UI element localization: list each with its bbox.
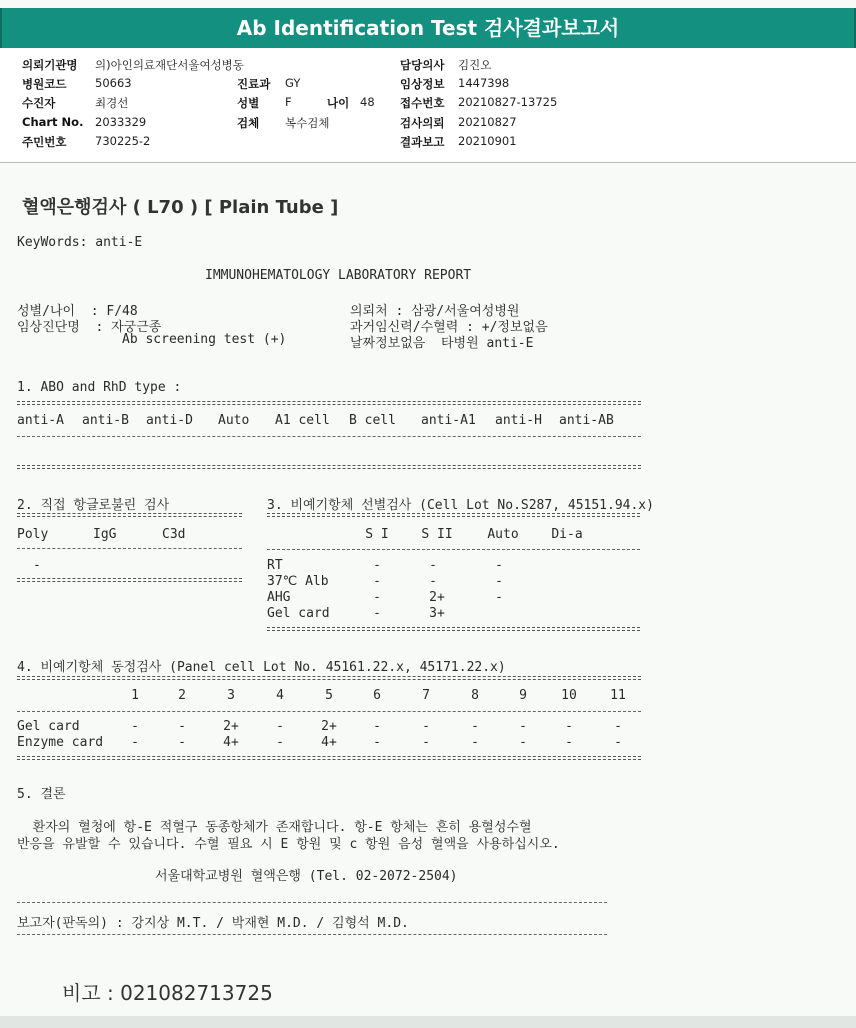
panel-header-cell: 3 [227,688,235,703]
panel-result-cell: - [373,719,381,734]
panel-result-cell: - [178,719,186,734]
screening-cell: - [495,590,503,605]
panel-result-cell: 2+ [223,719,239,734]
value-resident-no: 730225-2 [95,134,151,148]
value-doctor: 김진오 [458,58,492,72]
panel-result-cell: - [422,719,430,734]
label-age: 나이 [327,96,350,110]
dat-header-poly: Poly [17,527,49,542]
panel-result-cell: 4+ [223,735,239,750]
panel-result-cell: - [178,735,186,750]
panel-result-cell: - [519,735,527,750]
value-patient: 최경선 [95,96,129,110]
divider [17,401,641,405]
panel-header-cell: 10 [561,688,577,703]
panel-result-cell: - [519,719,527,734]
panel-row-label-gel: Gel card [17,719,80,734]
value-request-date: 20210827 [458,115,517,129]
abo-section-title: 1. ABO and RhD type : [17,380,182,395]
screening-header-auto: Auto [487,527,519,542]
lab-report-heading: IMMUNOHEMATOLOGY LABORATORY REPORT [205,268,472,283]
value-department: GY [285,76,301,90]
divider [267,627,640,631]
label-clinical-info: 임상정보 [400,77,445,91]
divider [17,513,242,517]
screening-cell: - [373,558,381,573]
panel-result-cell: - [131,719,139,734]
divider [17,548,242,549]
panel-result-cell: - [565,735,573,750]
panel-result-cell: - [422,735,430,750]
panel-header-cell: 9 [519,688,527,703]
label-request-date: 검사의뢰 [400,116,445,130]
panel-result-cell: - [614,735,622,750]
transfusion-history: 과거임신력/수혈력 : +/정보없음 [350,320,548,335]
diagnosis: 임상진단명 : 자궁근종 [17,320,162,335]
abo-header-a1-cell: A1 cell [275,413,330,428]
abo-header-anti-b: anti-B [82,413,129,428]
divider [17,934,607,935]
value-report-date: 20210901 [458,134,517,148]
panel-result-cell: - [131,735,139,750]
value-accession-no: 20210827-13725 [458,95,558,109]
screening-result: Ab screening test (+) [122,332,287,347]
label-sex: 성별 [237,96,260,110]
dat-header-igg: IgG [93,527,117,542]
panel-result-cell: - [614,719,622,734]
sex-age: 성별/나이 : F/48 [17,304,138,319]
panel-header-cell: 1 [131,688,139,703]
panel-header-cell: 2 [178,688,186,703]
value-clinical-info: 1447398 [458,76,510,90]
remark: 비고 : 021082713725 [62,981,273,1005]
requester: 의뢰처 : 삼광/서울여성병원 [350,304,520,319]
value-sex: F [285,95,292,109]
screening-cell: 2+ [429,590,445,605]
screening-cell: - [373,606,381,621]
divider [267,549,640,550]
divider [17,436,641,437]
abo-header-anti-ab: anti-AB [559,413,614,428]
screening-row-label: Gel card [267,606,330,621]
screening-row-label: RT [267,558,283,573]
screening-section-title: 3. 비예기항체 선별검사 (Cell Lot No.S287, 45151.94.x) [267,498,654,513]
screening-cell: - [373,574,381,589]
label-specimen: 검체 [237,116,260,130]
panel-result-cell: - [471,719,479,734]
screening-header-s2: S II [421,527,453,542]
panel-result-cell: 4+ [321,735,337,750]
panel-header-cell: 11 [610,688,626,703]
label-requesting-institution: 의뢰기관명 [22,58,78,72]
divider [17,756,641,760]
value-specimen: 복수검체 [285,116,330,130]
date-info: 날짜정보없음 타병원 anti-E [350,336,534,351]
screening-cell: - [429,558,437,573]
conclusion-line-2: 반응을 유발할 수 있습니다. 수혈 필요 시 E 항원 및 c 항원 음성 혈액을 사용하십시오. [17,837,560,852]
panel-header-cell: 8 [471,688,479,703]
value-age: 48 [360,95,375,109]
label-resident-no: 주민번호 [22,135,67,149]
screening-header-s1: S I [365,527,389,542]
value-requesting-institution: 의)아인의료재단서울여성병동 [95,58,244,72]
screening-row-label: AHG [267,590,291,605]
divider [17,465,641,469]
panel-result-cell: - [276,735,284,750]
dat-poly-result: - [33,558,41,573]
panel-header-cell: 7 [422,688,430,703]
panel-result-cell: - [276,719,284,734]
panel-header-cell: 4 [276,688,284,703]
section-title: 혈액은행검사 ( L70 ) [ Plain Tube ] [22,197,339,218]
label-patient: 수진자 [22,96,56,110]
label-doctor: 담당의사 [400,58,445,72]
label-department: 진료과 [237,77,271,91]
label-chart-no: Chart No. [22,115,84,129]
panel-header-cell: 6 [373,688,381,703]
divider [17,902,607,903]
divider [17,578,242,582]
label-hospital-code: 병원코드 [22,77,67,91]
panel-header-cell: 5 [325,688,333,703]
abo-header-auto: Auto [218,413,250,428]
conclusion-title: 5. 결론 [17,787,66,802]
label-report-date: 결과보고 [400,135,445,149]
panel-result-cell: - [373,735,381,750]
divider [17,711,641,712]
screening-header-di-a: Di-a [551,527,583,542]
abo-header-anti-h: anti-H [495,413,542,428]
screening-cell: - [429,574,437,589]
panel-row-label-enzyme: Enzyme card [17,735,104,750]
bottom-scroll-area [0,1016,856,1028]
screening-cell: - [373,590,381,605]
report-title: Ab Identification Test 검사결과보고서 [0,8,856,48]
abo-header-anti-d: anti-D [146,413,193,428]
abo-header-anti-a1: anti-A1 [421,413,476,428]
divider [267,513,640,517]
screening-cell: - [495,558,503,573]
dat-header-c3d: C3d [162,527,186,542]
value-hospital-code: 50663 [95,76,132,90]
divider [17,676,641,680]
panel-result-cell: - [565,719,573,734]
conclusion-line-1: 환자의 혈청에 항-E 적혈구 동종항체가 존재합니다. 항-E 항체는 흔히 용혈성수혈 [17,820,532,835]
patient-info-panel [0,48,856,163]
screening-row-label: 37℃ Alb [267,574,329,589]
screening-cell: - [495,574,503,589]
keywords: KeyWords: anti-E [17,235,143,250]
screening-cell: 3+ [429,606,445,621]
label-accession-no: 접수번호 [400,96,445,110]
dat-section-title: 2. 직접 항글로불린 검사 [17,498,170,513]
abo-header-b-cell: B cell [349,413,396,428]
reporter: 보고자(판독의) : 강지상 M.T. / 박재현 M.D. / 김형석 M.D. [17,916,409,931]
panel-section-title: 4. 비예기항체 동정검사 (Panel cell Lot No. 45161.22.x, 45171.22.x) [17,660,506,675]
panel-result-cell: 2+ [321,719,337,734]
abo-header-anti-a: anti-A [17,413,64,428]
hospital-contact: 서울대학교병원 혈액은행 (Tel. 02-2072-2504) [155,869,458,884]
panel-result-cell: - [471,735,479,750]
value-chart-no: 2033329 [95,115,147,129]
